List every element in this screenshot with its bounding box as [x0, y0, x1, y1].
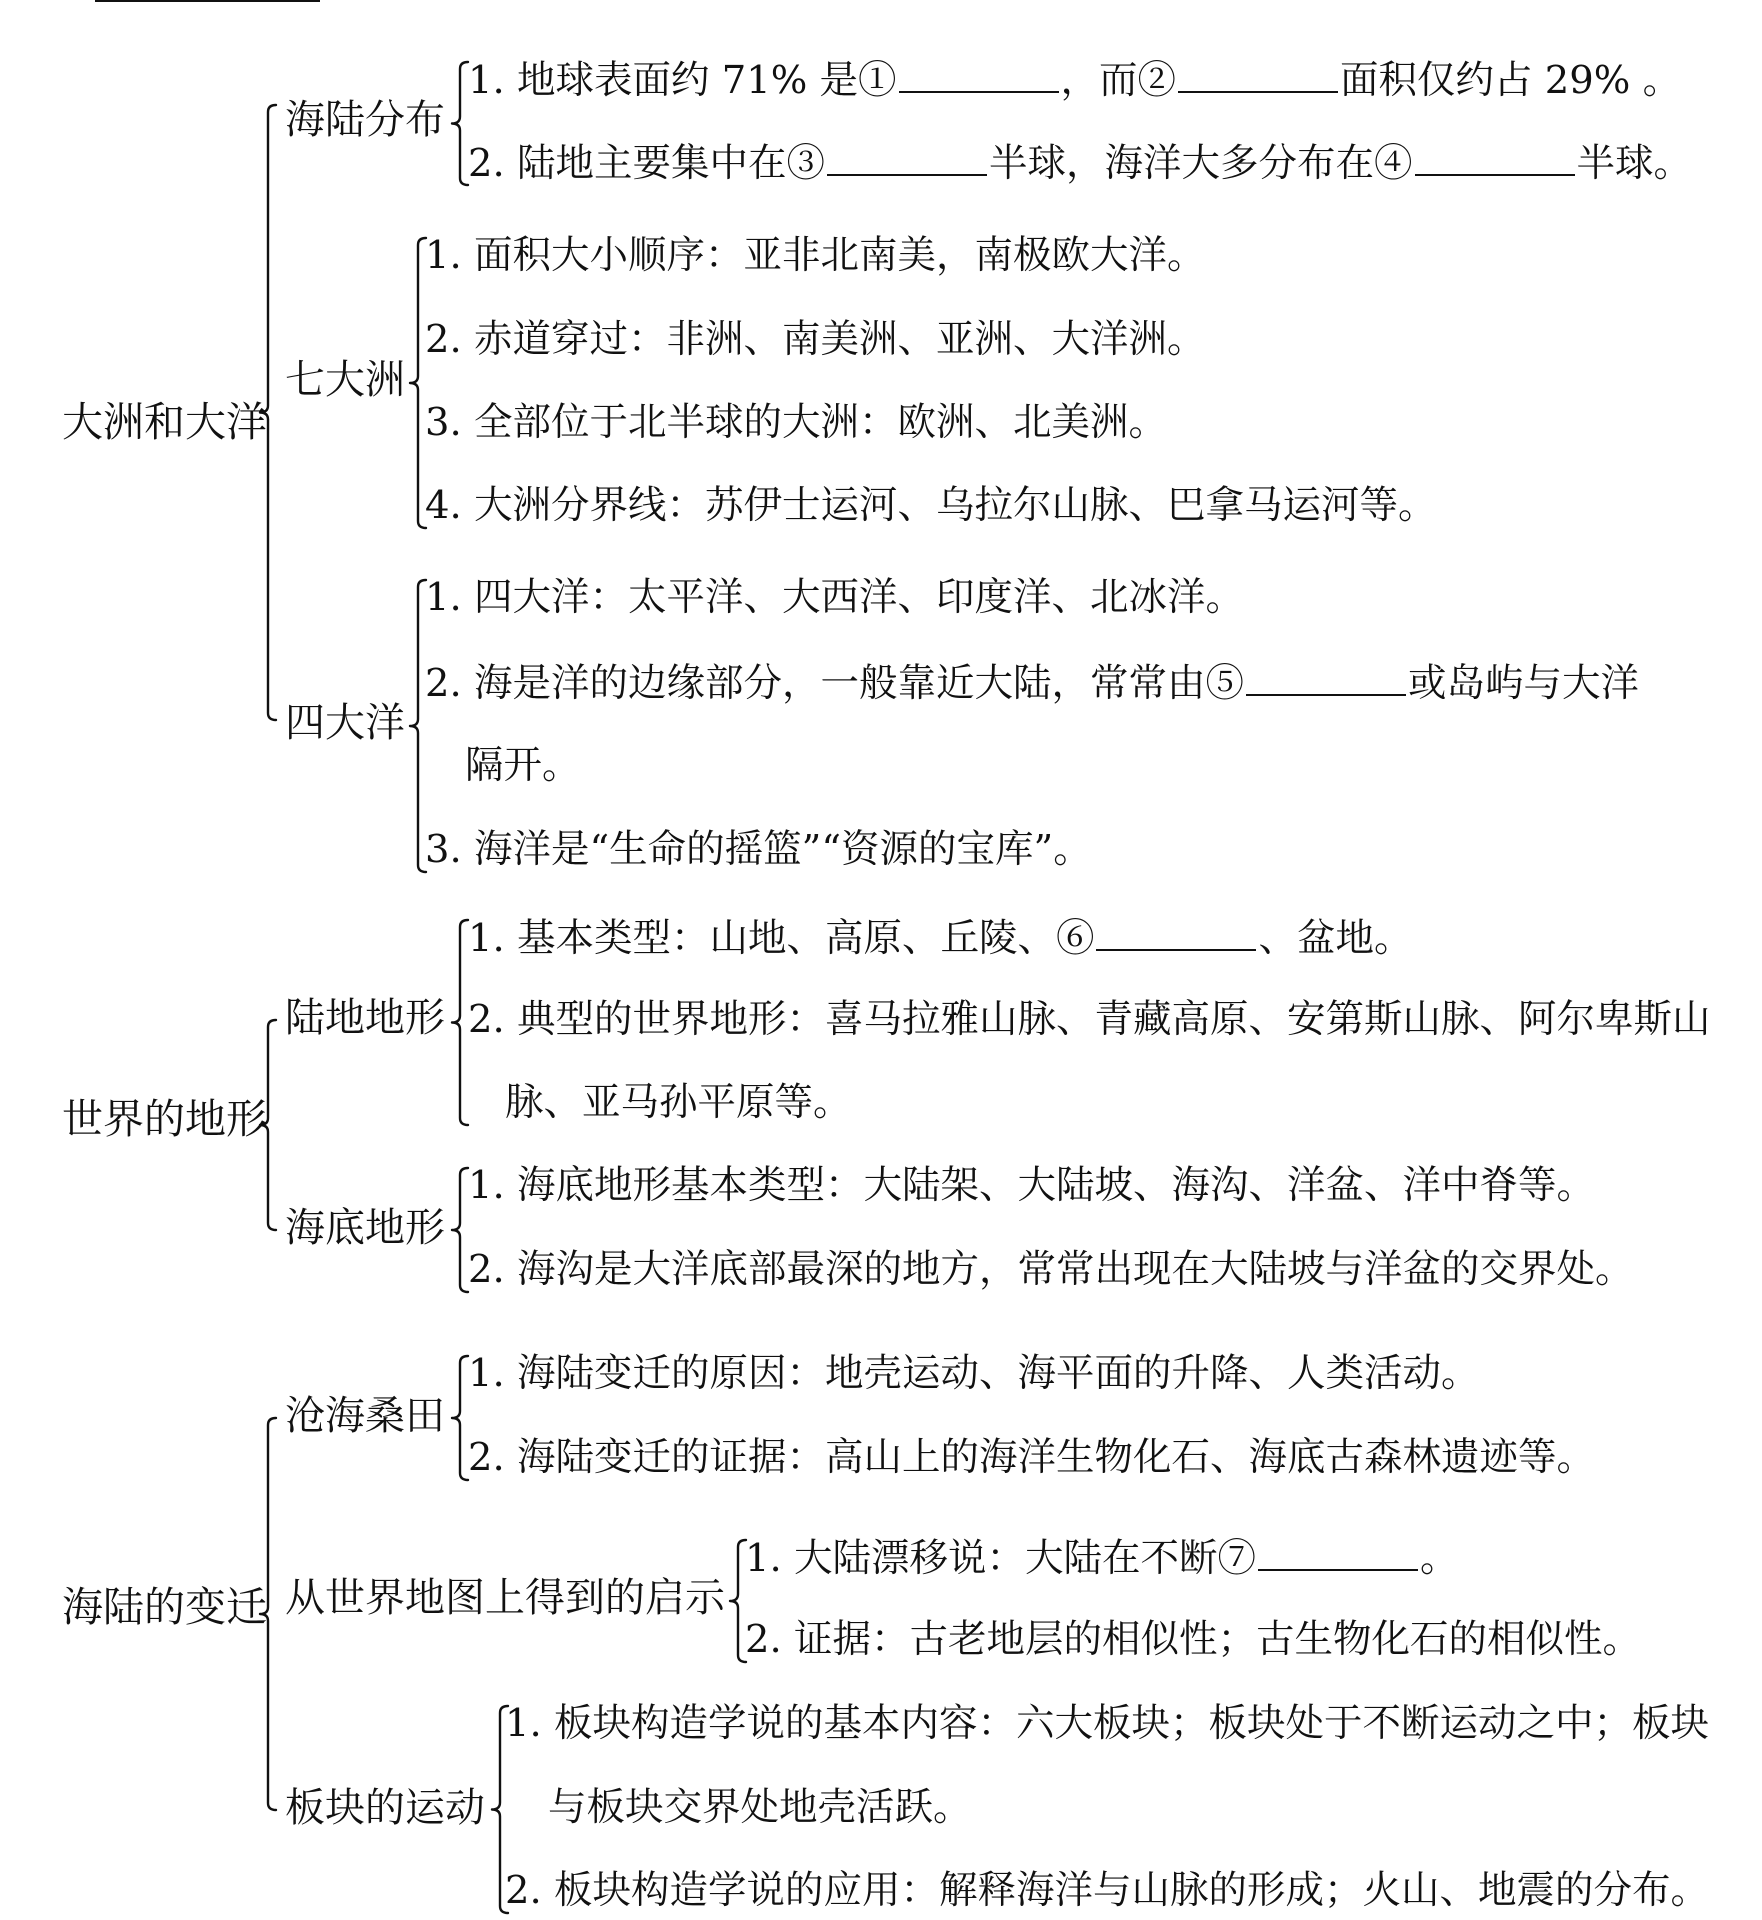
topic-label: 海陆的变迁	[62, 1583, 267, 1632]
subtopic-label: 海底地形	[285, 1205, 445, 1251]
list-item	[468, 915, 1413, 961]
list-item	[468, 1350, 1480, 1396]
fill-in-blank[interactable]	[827, 144, 987, 176]
fill-in-blank[interactable]	[1246, 664, 1406, 696]
subtopic-brace	[452, 1356, 468, 1480]
list-item	[468, 1246, 1634, 1292]
item-text: 、盆地。	[1258, 915, 1413, 961]
item-text: 2. 海陆变迁的证据：高山上的海洋生物化石、海底古森林遗迹等。	[468, 1434, 1595, 1480]
item-text: 2. 证据：古老地层的相似性；古生物化石的相似性。	[745, 1616, 1641, 1662]
subtopic-label: 陆地地形	[285, 995, 445, 1041]
item-text: 半球，海洋大多分布在④	[988, 140, 1413, 186]
fill-in-blank[interactable]	[899, 61, 1059, 93]
subtopic-label: 海陆分布	[285, 97, 445, 143]
item-text: 2. 海沟是大洋底部最深的地方，常常出现在大陆坡与洋盆的交界处。	[468, 1246, 1634, 1292]
list-item	[505, 1700, 1709, 1746]
list-item	[745, 1616, 1641, 1662]
item-text: ，而②	[1060, 57, 1177, 103]
subtopic-label: 从世界地图上得到的启示	[285, 1575, 725, 1621]
item-text: 面积仅约占 29% 。	[1340, 57, 1682, 103]
list-item	[425, 316, 1206, 362]
list-item	[425, 232, 1206, 278]
item-text: 3. 海洋是“生命的摇篮”“资源的宝库”。	[425, 826, 1092, 872]
item-text: 1. 地球表面约 71% 是①	[468, 57, 897, 103]
item-text: 或岛屿与大洋	[1407, 660, 1639, 706]
fill-in-blank[interactable]	[1178, 61, 1338, 93]
item-text: 1. 海陆变迁的原因：地壳运动、海平面的升降、人类活动。	[468, 1350, 1480, 1396]
list-item	[425, 399, 1167, 445]
list-item	[425, 574, 1244, 620]
item-text: 1. 基本类型：山地、高原、丘陵、⑥	[468, 915, 1095, 961]
item-text: 1. 面积大小顺序：亚非北南美，南极欧大洋。	[425, 232, 1206, 278]
subtopic-label: 板块的运动	[285, 1785, 485, 1831]
subtopic-brace	[452, 62, 468, 185]
item-text: 1. 海底地形基本类型：大陆架、大陆坡、海沟、洋盆、洋中脊等。	[468, 1162, 1595, 1208]
subtopic-brace	[410, 238, 426, 528]
list-item	[745, 1535, 1459, 1581]
fill-in-blank[interactable]	[1258, 1539, 1418, 1571]
item-continuation	[548, 1784, 972, 1830]
list-item	[468, 1162, 1595, 1208]
subtopic-label: 沧海桑田	[285, 1393, 445, 1439]
item-text: 4. 大洲分界线：苏伊士运河、乌拉尔山脉、巴拿马运河等。	[425, 482, 1437, 528]
list-item	[468, 140, 1693, 186]
item-text: 半球。	[1576, 140, 1693, 186]
topic-label: 大洲和大洋	[62, 398, 267, 447]
item-text: 2. 赤道穿过：非洲、南美洲、亚洲、大洋洲。	[425, 316, 1206, 362]
subtopic-brace	[410, 580, 426, 872]
list-item	[468, 57, 1682, 103]
item-continuation	[505, 1079, 852, 1125]
subtopic-brace	[452, 1168, 468, 1292]
topic-label: 世界的地形	[62, 1095, 267, 1144]
fill-in-blank[interactable]	[1415, 144, 1575, 176]
item-text: 2. 板块构造学说的应用：解释海洋与山脉的形成；火山、地震的分布。	[505, 1867, 1709, 1913]
item-text: 2. 典型的世界地形：喜马拉雅山脉、青藏高原、安第斯山脉、阿尔卑斯山	[468, 996, 1711, 1042]
subtopic-label: 七大洲	[285, 357, 405, 403]
list-item	[505, 1867, 1709, 1913]
item-continuation	[465, 742, 581, 788]
item-text: 与板块交界处地壳活跃。	[548, 1784, 972, 1830]
subtopic-brace	[730, 1540, 746, 1662]
item-text: 脉、亚马孙平原等。	[505, 1079, 852, 1125]
item-text: 1. 四大洋：太平洋、大西洋、印度洋、北冰洋。	[425, 574, 1244, 620]
fill-in-blank[interactable]	[1096, 919, 1256, 951]
subtopic-label: 四大洋	[285, 700, 405, 746]
item-text: 隔开。	[465, 742, 581, 788]
list-item	[468, 996, 1711, 1042]
item-text: 2. 海是洋的边缘部分，一般靠近大陆，常常由⑤	[425, 660, 1244, 706]
item-text: 1. 大陆漂移说：大陆在不断⑦	[745, 1535, 1256, 1581]
list-item	[468, 1434, 1595, 1480]
list-item	[425, 660, 1639, 706]
list-item	[425, 826, 1092, 872]
item-text: 。	[1419, 1535, 1459, 1581]
item-text: 1. 板块构造学说的基本内容：六大板块；板块处于不断运动之中；板块	[505, 1700, 1709, 1746]
item-text: 3. 全部位于北半球的大洲：欧洲、北美洲。	[425, 399, 1167, 445]
subtopic-brace	[452, 920, 468, 1125]
list-item	[425, 482, 1437, 528]
item-text: 2. 陆地主要集中在③	[468, 140, 825, 186]
